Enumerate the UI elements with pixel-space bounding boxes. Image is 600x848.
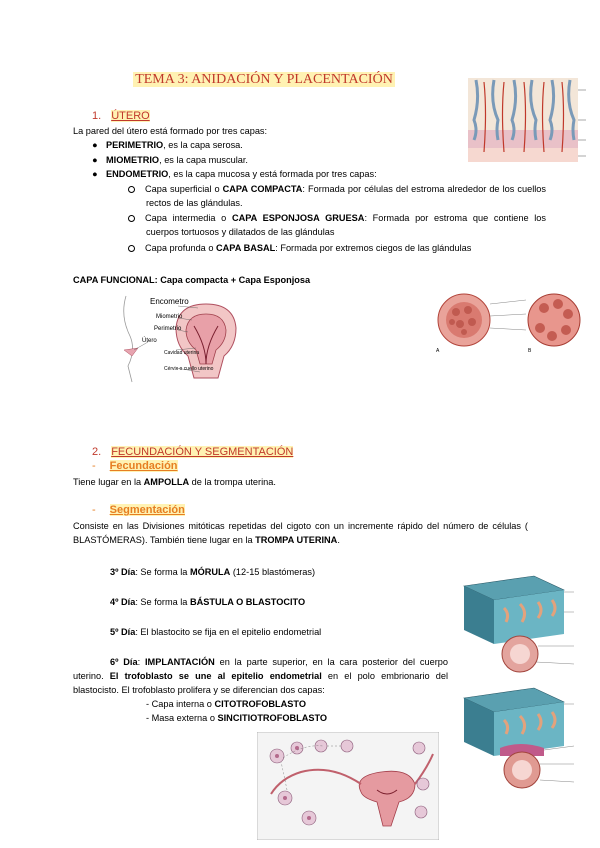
uterus-figure (112, 292, 264, 384)
bullet-perimetrio: ● PERIMETRIO, es la capa serosa. (92, 140, 243, 150)
sub-capa-basal: Capa profunda o CAPA BASAL: Formada por extremos ciegos de las glándulas (128, 241, 546, 255)
dia-5: 5º Día: El blastocito se fija en el epitelio endometrial (110, 627, 322, 637)
label-encometro: Encometro (150, 297, 189, 306)
blastocyst-figure (434, 290, 584, 354)
bullet-miometrio: ● MIOMETRIO, es la capa muscular. (92, 155, 248, 165)
circle-bullet (128, 215, 135, 222)
segmentation-path-figure (257, 732, 439, 840)
sub-capa-esponjosa: Capa intermedia o CAPA ESPONJOSA GRUESA: Formada por estroma que contiene los cuerpos tortuosos y dilatados de las glándulas (128, 211, 546, 239)
dia-4: 4º Día: Se forma la BÁSTULA O BLASTOCITO (110, 597, 306, 607)
section-2-heading: 2. FECUNDACIÓN Y SEGMENTACIÓN (92, 446, 294, 458)
fecundacion-text: Tiene lugar en la AMPOLLA de la trompa uterina. (73, 477, 276, 487)
label-cervix: Cérvix o cuello uterino (164, 366, 214, 372)
capa-funcional: CAPA FUNCIONAL: Capa compacta + Capa Esponjosa (73, 275, 311, 285)
implantation-figure-2 (460, 684, 590, 794)
circle-bullet (128, 245, 135, 252)
dia-3: 3º Día: Se forma la MÓRULA (12-15 blastómeras) (110, 567, 316, 577)
dia-6: 6º Día: IMPLANTACIÓN en la parte superior, en la cara posterior del cuerpo uterino. El trofoblasto se une al epitelio endometrial en el polo embrionario del blastocisto. El trofoblasto prolifera y se diferencian dos capas: (73, 657, 448, 695)
masa-externa: - Masa externa o SINCITIOTROFOBLASTO (146, 713, 328, 723)
bullet-endometrio: ● ENDOMETRIO, es la capa mucosa y está formada por tres capas: (92, 169, 377, 179)
uterus-intro: La pared del útero está formado por tres capas: (73, 126, 268, 136)
label-perimetrio: Perimetrio (154, 326, 182, 332)
label-b: B (528, 348, 532, 354)
section-1-heading: 1. ÚTERO (92, 110, 150, 122)
segmentacion-heading: - Segmentación (92, 504, 185, 516)
implantation-figure-1 (460, 572, 590, 676)
bullet-dot: ● (92, 155, 98, 165)
sub-capa-compacta: Capa superficial o CAPA COMPACTA: Formada por células del estroma alrededor de los cuellos rectos de las glándulas. (128, 182, 546, 210)
bullet-dot: ● (92, 169, 98, 179)
bullet-dot: ● (92, 140, 98, 150)
label-cavidad: Cavidad uterina (164, 350, 200, 356)
label-miometrio: Miometrio (156, 314, 183, 320)
label-utero: Útero (142, 338, 157, 344)
page-title: TEMA 3: ANIDACIÓN Y PLACENTACIÓN (135, 72, 393, 87)
circle-bullet (128, 186, 135, 193)
fecundacion-heading: - Fecundación (92, 460, 178, 472)
segmentacion-text: Consiste en las Divisiones mitóticas repetidas del cigoto con un incremente rápido del número de células ( BLASTÓMERAS). También tiene lugar en la TROMPA UTERINA. (73, 521, 528, 545)
capa-interna: - Capa interna o CITOTROFOBLASTO (146, 699, 306, 709)
label-a: A (436, 348, 440, 354)
